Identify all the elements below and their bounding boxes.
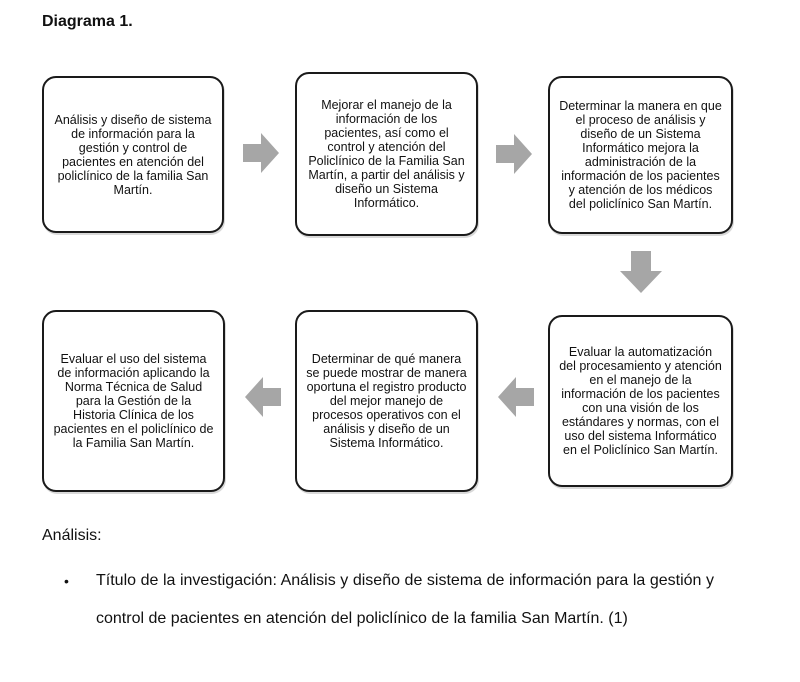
arrow-left-icon	[498, 377, 534, 417]
bullet-text: Título de la investigación: Análisis y diseño de sistema de información para la gestión y control de pacientes en atención del policlínico de la familia San Martín. (1)	[96, 572, 714, 627]
arrow-down-icon	[620, 251, 662, 293]
diagram-box-6: Evaluar el uso del sistema de información aplicando la Norma Técnica de Salud para la Gestión de la Historia Clínica de los pacientes en el policlínico de la Familia San Martín.	[42, 310, 225, 492]
arrow-right-icon	[496, 134, 532, 174]
diagram-title: Diagrama 1.	[42, 13, 133, 30]
diagram-box-5: Determinar de qué manera se puede mostrar de manera oportuna el registro producto del mejor manejo de procesos operativos con el análisis y diseño de un Sistema Informático.	[295, 310, 478, 492]
diagram-box-1: Análisis y diseño de sistema de información para la gestión y control de pacientes en atención del policlínico de la familia San Martín.	[42, 76, 224, 233]
diagram-box-4: Evaluar la automatización del procesamiento y atención en el manejo de la información de los pacientes con una visión de los estándares y normas, con el uso del sistema Informático en el Policlínico San Martín.	[548, 315, 733, 487]
arrow-left-icon	[245, 377, 281, 417]
arrow-right-icon	[243, 133, 279, 173]
diagram-box-3: Determinar la manera en que el proceso de análisis y diseño de un Sistema Informático mejora la administración de la información de los pacientes y atención de los médicos del policlínico San Martín.	[548, 76, 733, 234]
diagram-box-2: Mejorar el manejo de la información de los pacientes, así como el control y atención del Policlínico de la Familia San Martín, a partir del análisis y diseño un Sistema Informático.	[295, 72, 478, 236]
analysis-label: Análisis:	[42, 527, 102, 544]
bullet-icon: •	[64, 573, 69, 589]
analysis-bullet	[64, 562, 714, 638]
